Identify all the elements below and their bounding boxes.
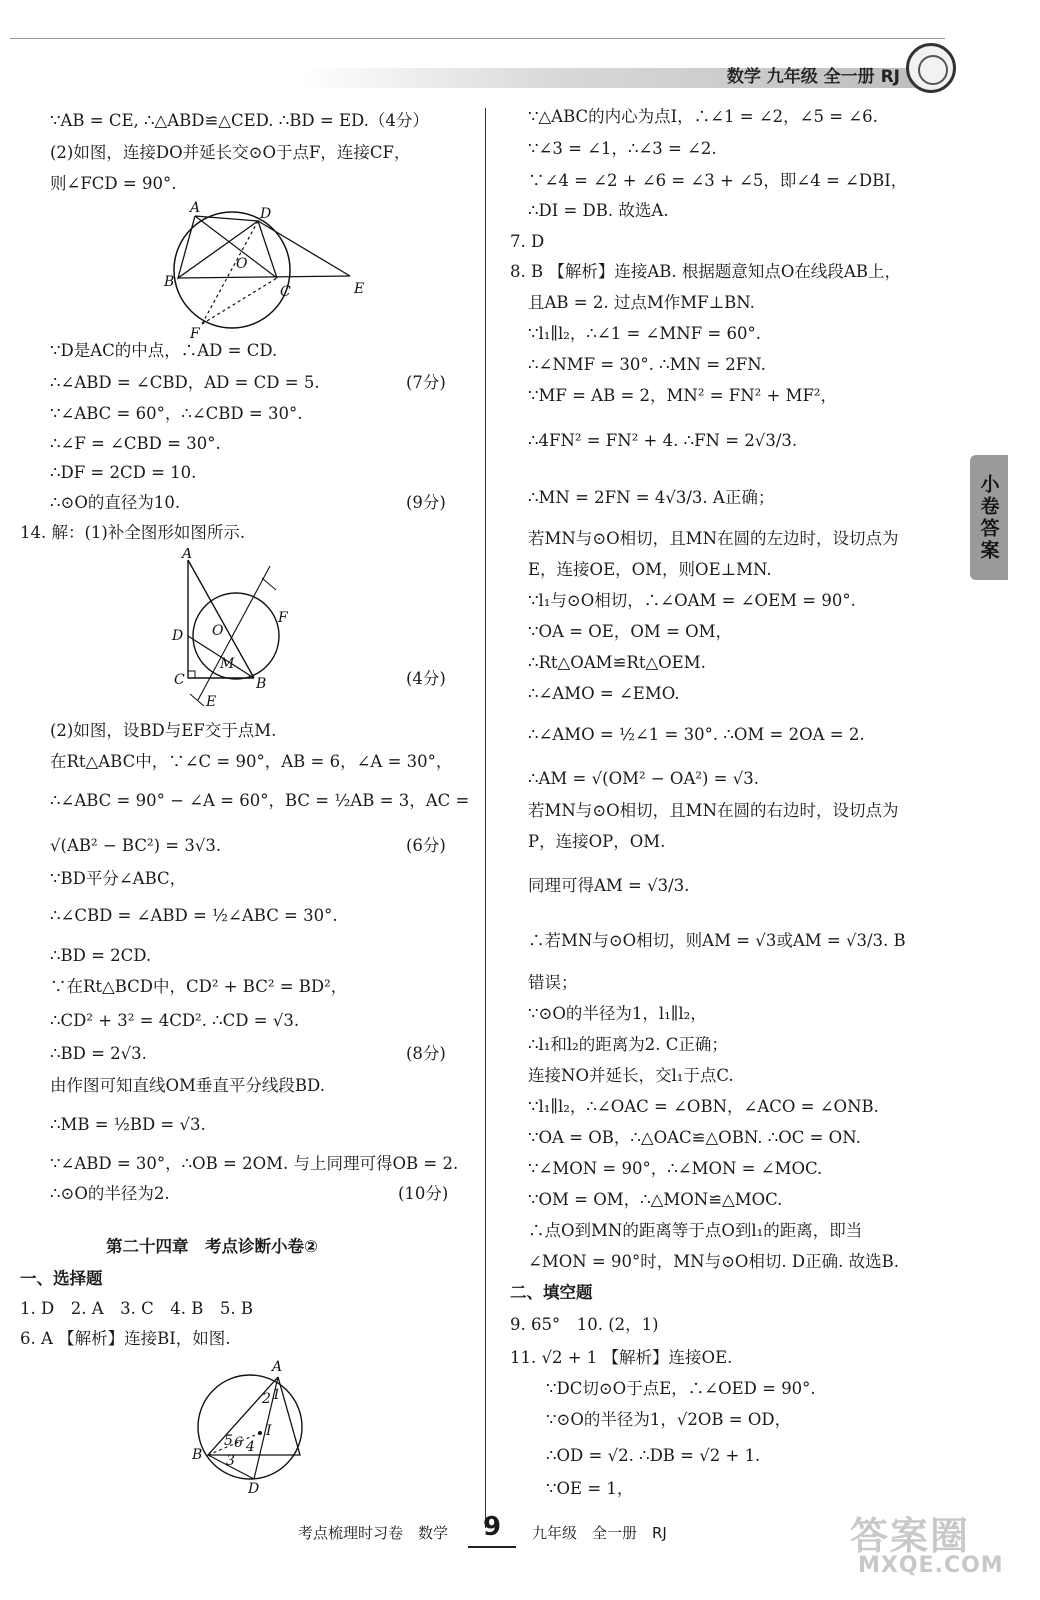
fig1-label-a: A — [190, 200, 201, 216]
text-line: ∵∠3 = ∠1，∴∠3 = ∠2. — [528, 139, 717, 158]
page-number: 9 — [468, 1512, 516, 1548]
text-line: ∴∠AMO = ½∠1 = 30°. ∴OM = 2OA = 2. — [528, 725, 865, 744]
score-points: (6分) — [406, 836, 446, 855]
watermark-bottom: MXQE.COM — [858, 1553, 1004, 1578]
text-line: √(AB² − BC²) = 3√3. — [50, 836, 222, 855]
text-line: ∵OM = OM，∴△MON≌△MOC. — [528, 1190, 783, 1209]
fig3-label-d: D — [248, 1481, 260, 1495]
chapter-heading: 第二十四章 考点诊断小卷② — [106, 1237, 318, 1256]
fig3-label-2: 2 — [262, 1391, 271, 1407]
footer-right-text: 九年级 全一册 RJ — [532, 1524, 667, 1542]
header-rule — [10, 38, 945, 39]
text-line: ∴MN = 2FN = 4√3/3. A正确； — [528, 488, 775, 507]
text-line: 则∠FCD = 90°. — [50, 174, 177, 193]
fig1-label-o: O — [236, 256, 248, 272]
fig3-label-b: B — [192, 1447, 203, 1463]
fig1-label-e: E — [354, 281, 365, 297]
fig2-label-b: B — [256, 676, 267, 692]
text-line: 若MN与⊙O相切，且MN在圆的右边时，设切点为 — [528, 801, 899, 820]
text-line: 同理可得AM = √3/3. — [528, 876, 690, 895]
text-line: ∴∠F = ∠CBD = 30°. — [50, 434, 221, 453]
text-line: ∴l₁和l₂的距离为2. C正确； — [528, 1035, 728, 1054]
fig2-label-o: O — [212, 623, 224, 639]
text-line: 由作图可知直线OM垂直平分线段BD. — [50, 1076, 325, 1095]
text-line: ∵AB = CE, ∴△ABD≌△CED. ∴BD = ED.（4分） — [50, 111, 429, 130]
fig2-label-m: M — [220, 656, 235, 672]
fig2-label-f: F — [278, 610, 288, 626]
publisher-logo-icon — [906, 43, 956, 93]
text-line: ∴∠AMO = ∠EMO. — [528, 684, 680, 703]
header-title: 数学 九年级 全一册 RJ — [726, 67, 900, 87]
answer-line: 11. √2 + 1 【解析】连接OE. — [510, 1348, 733, 1367]
text-line: ∴若MN与⊙O相切，则AM = √3或AM = √3/3. B — [528, 931, 906, 950]
text-line: ∵∠ABC = 60°，∴∠CBD = 30°. — [50, 404, 303, 423]
answer-line: 7. D — [510, 232, 545, 251]
column-divider — [485, 108, 486, 1528]
text-line: ∴CD² + 3² = 4CD². ∴CD = √3. — [50, 1011, 300, 1030]
fig3-label-a: A — [272, 1359, 283, 1375]
text-line: ∠MON = 90°时，MN与⊙O相切. D正确. 故选B. — [528, 1252, 900, 1271]
text-line: ∴∠CBD = ∠ABD = ½∠ABC = 30°. — [50, 906, 338, 925]
text-line: 在Rt△ABC中，∵∠C = 90°，AB = 6，∠A = 30°， — [50, 752, 453, 771]
answer-line: 8. B 【解析】连接AB. 根据题意知点O在线段AB上， — [510, 262, 901, 281]
text-line: ∵∠MON = 90°，∴∠MON = ∠MOC. — [528, 1159, 823, 1178]
text-line: ∴∠ABC = 90° − ∠A = 60°，BC = ½AB = 3，AC = — [50, 791, 470, 810]
text-line: E，连接OE，OM，则OE⊥MN. — [528, 560, 772, 579]
text-line: 连接NO并延长，交l₁于点C. — [528, 1066, 734, 1085]
text-line: ∵∠4 = ∠2 + ∠6 = ∠3 + ∠5，即∠4 = ∠DBI， — [528, 171, 908, 190]
fig3-label-6: 6 — [234, 1435, 243, 1451]
text-line: ∵OA = OB，∴△OAC≌△OBN. ∴OC = ON. — [528, 1128, 861, 1147]
fig3-label-1: 1 — [272, 1387, 281, 1403]
text-line: ∴4FN² = FN² + 4. ∴FN = 2√3/3. — [528, 431, 798, 450]
fig1-label-d: D — [260, 206, 272, 222]
text-line: ∴DI = DB. 故选A. — [528, 201, 669, 220]
text-line: ∴⊙O的直径为10. — [50, 493, 181, 512]
text-line: (2)如图，连接DO并延长交⊙O于点F，连接CF， — [50, 143, 411, 162]
text-line: 若MN与⊙O相切，且MN在圆的左边时，设切点为 — [528, 529, 899, 548]
text-line: ∵△ABC的内心为点I，∴∠1 = ∠2，∠5 = ∠6. — [528, 107, 878, 126]
text-line: ∴BD = 2CD. — [50, 946, 152, 965]
fig2-label-d: D — [172, 628, 184, 644]
fig3-label-5: 5 — [224, 1433, 233, 1449]
fig3-label-i: I — [266, 1423, 272, 1439]
text-line: ∵⊙O的半径为1，l₁∥l₂， — [528, 1004, 707, 1023]
text-line: ∵l₁∥l₂，∴∠1 = ∠MNF = 60°. — [528, 324, 761, 343]
watermark-top: 答案圈 — [850, 1514, 971, 1558]
figure-right-triangle — [170, 548, 320, 718]
fig2-label-a: A — [182, 548, 193, 562]
text-line: (2)如图，设BD与EF交于点M. — [50, 721, 277, 740]
text-line: ∵在Rt△BCD中，CD² + BC² = BD²， — [50, 977, 348, 996]
score-points: (4分) — [406, 669, 446, 688]
text-line: ∵DC切⊙O于点E，∴∠OED = 90°. — [546, 1379, 816, 1398]
fig2-label-c: C — [174, 672, 185, 688]
text-line: 且AB = 2. 过点M作MF⊥BN. — [528, 293, 755, 312]
fig1-label-f: F — [190, 326, 200, 342]
text-line: ∵⊙O的半径为1，√2OB = OD， — [546, 1410, 792, 1429]
question-14-heading: 14. 解：(1)补全图形如图所示. — [20, 523, 246, 542]
text-line: ∵MF = AB = 2，MN² = FN² + MF²， — [528, 386, 838, 405]
fig3-label-3: 3 — [226, 1453, 235, 1469]
answer-line: 9. 65° 10. (2，1) — [510, 1315, 659, 1334]
text-line: ∵OE = 1， — [546, 1479, 634, 1498]
score-points: (10分) — [398, 1184, 449, 1203]
text-line: ∴∠ABD = ∠CBD，AD = CD = 5. — [50, 373, 320, 392]
page-header — [0, 38, 1040, 90]
fig1-label-c: C — [280, 284, 291, 300]
section-heading: 二、填空题 — [510, 1283, 593, 1302]
text-line: ∴⊙O的半径为2. — [50, 1184, 170, 1203]
watermark — [840, 1505, 1004, 1585]
text-line: ∵l₁∥l₂，∴∠OAC = ∠OBN，∠ACO = ∠ONB. — [528, 1097, 879, 1116]
text-line: ∵∠ABD = 30°，∴OB = 2OM. 与上同理可得OB = 2. — [50, 1154, 459, 1173]
side-tab: 小卷答案 — [970, 455, 1008, 580]
text-line: ∵l₁与⊙O相切，∴∠OAM = ∠OEM = 90°. — [528, 591, 856, 610]
score-points: (9分) — [406, 493, 446, 512]
text-line: ∵OA = OE，OM = OM， — [528, 622, 732, 641]
text-line: ∴DF = 2CD = 10. — [50, 463, 197, 482]
text-line: ∴∠NMF = 30°. ∴MN = 2FN. — [528, 355, 766, 374]
score-points: (8分) — [406, 1044, 446, 1063]
text-line: ∴BD = 2√3. — [50, 1044, 147, 1063]
text-line: ∵BD平分∠ABC， — [50, 869, 187, 888]
text-line: ∴点O到MN的距离等于点O到l₁的距离，即当 — [528, 1221, 863, 1240]
text-line: ∴OD = √2. ∴DB = √2 + 1. — [546, 1446, 761, 1465]
text-line: ∴AM = √(OM² − OA²) = √3. — [528, 769, 759, 788]
text-line: ∴MB = ½BD = √3. — [50, 1115, 206, 1134]
fig1-label-b: B — [164, 274, 175, 290]
footer-left-text: 考点梳理时习卷 数学 — [297, 1524, 448, 1542]
answer-line: 6. A 【解析】连接BI，如图. — [20, 1329, 231, 1348]
text-line: ∴Rt△OAM≌Rt△OEM. — [528, 653, 706, 672]
figure-incircle — [190, 1355, 320, 1495]
text-line: 错误； — [528, 973, 578, 992]
section-heading: 一、选择题 — [20, 1269, 103, 1288]
score-points: (7分) — [406, 373, 446, 392]
answer-line: 1. D 2. A 3. C 4. B 5. B — [20, 1299, 253, 1318]
text-line: P，连接OP，OM. — [528, 832, 666, 851]
fig2-label-e: E — [206, 694, 217, 710]
fig3-label-4: 4 — [246, 1439, 255, 1455]
text-line: ∵D是AC的中点，∴AD = CD. — [50, 341, 278, 360]
